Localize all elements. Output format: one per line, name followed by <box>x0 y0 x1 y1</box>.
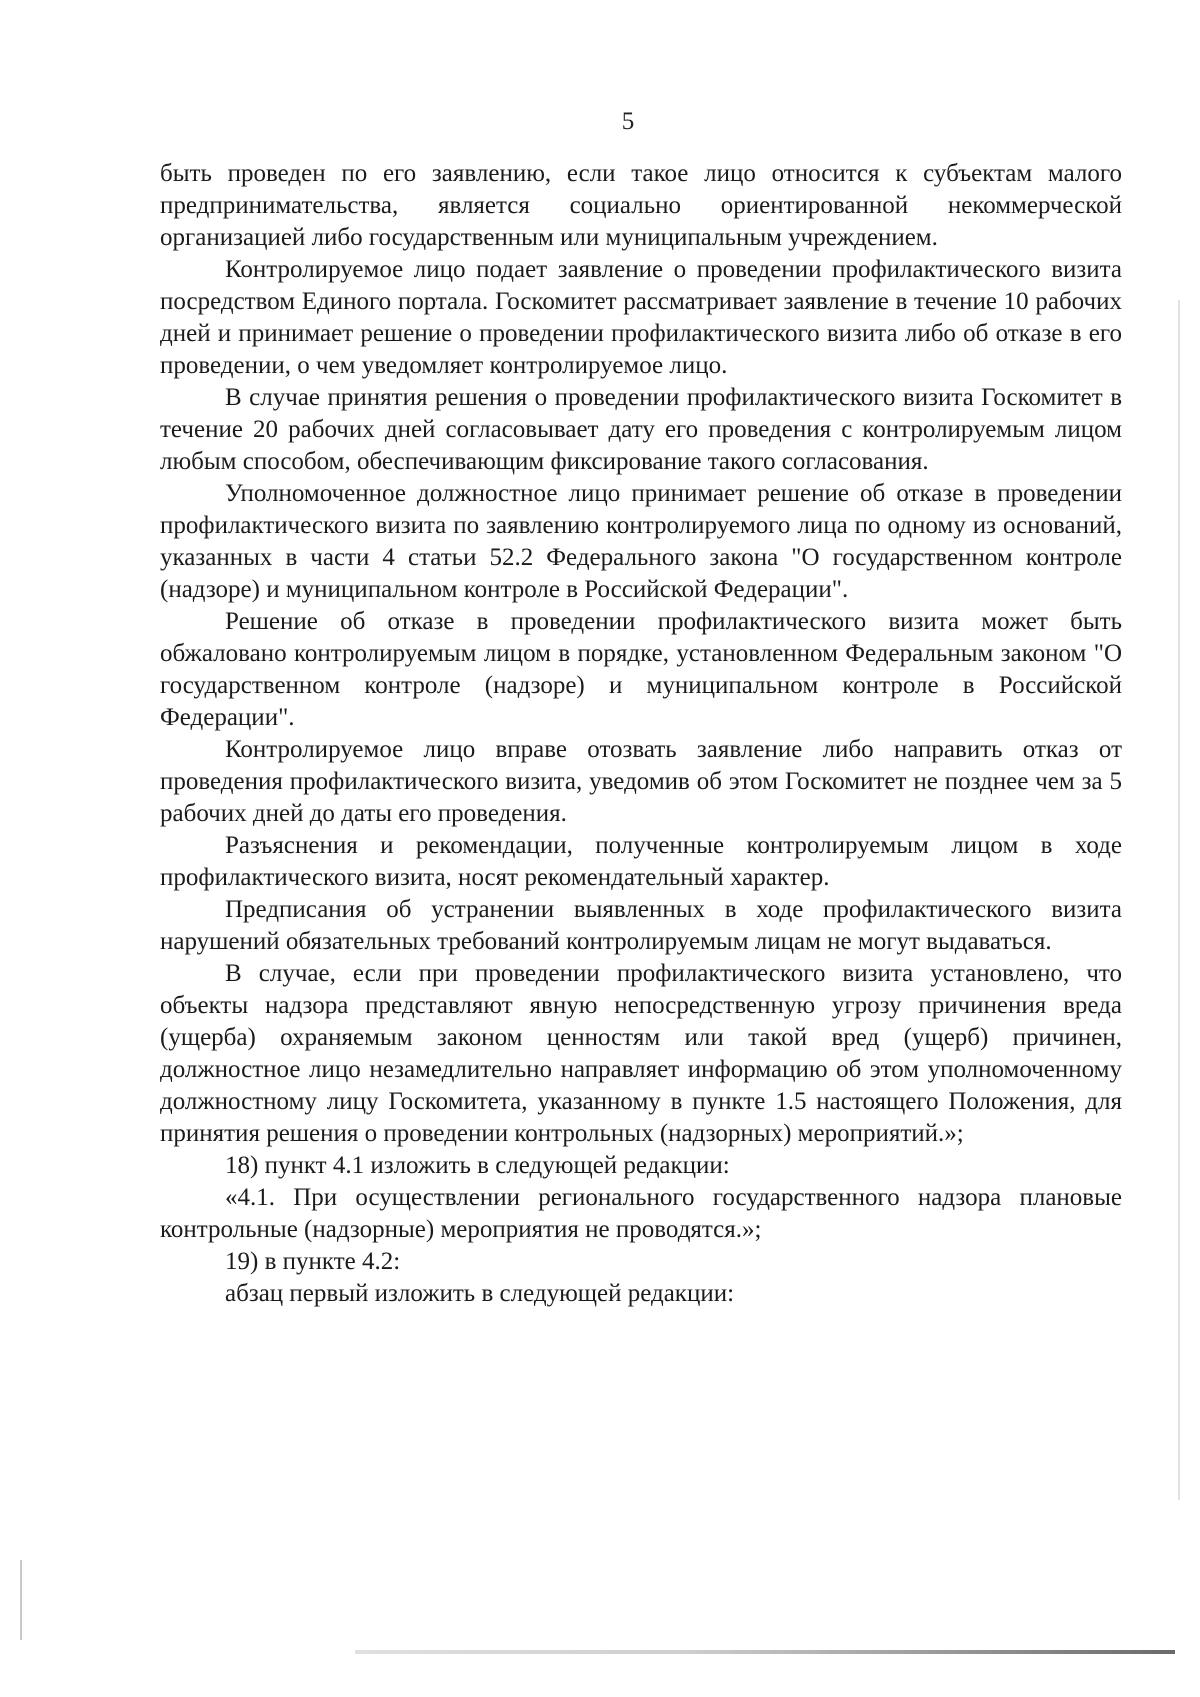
paragraph-date-agreement: В случае принятия решения о проведении профилактического визита Госкомитет в течение 20 рабочих дней согласовывает дату его проведения с контролируемым лицом любым способом, обеспечивающим фиксирование такого согласования. <box>160 384 1122 475</box>
paragraph-item-19: 19) в пункте 4.2: <box>225 1248 401 1275</box>
paragraph-refusal-grounds: Уполномоченное должностное лицо принимает решение об отказе в проведении профилактического визита по заявлению контролируемого лица по одному из оснований, указанных в части 4 статьи 52.2 Федерального закона "О государственном контроле (надзоре) и муниципальном контроле в Российской Федерации". <box>160 480 1122 603</box>
page-number: 5 <box>621 108 635 135</box>
paragraph-refusal-appeal: Решение об отказе в проведении профилактического визита может быть обжаловано контролируемым лицом в порядке, установленном Федеральным законом "О государственном контроле (надзоре) и муниципальном контроле в Российской Федерации". <box>160 608 1122 731</box>
paragraph-item-18: 18) пункт 4.1 изложить в следующей редакции: <box>225 1152 730 1179</box>
paragraph-first-abzac: абзац первый изложить в следующей редакции: <box>225 1280 735 1307</box>
paragraph-item-4-1: «4.1. При осуществлении регионального государственного надзора плановые контрольные (надзорные) мероприятия не проводятся.»; <box>160 1184 1122 1243</box>
paragraph-prescriptions: Предписания об устранении выявленных в ходе профилактического визита нарушений обязательных требований контролируемым лицам не могут выдаваться. <box>160 896 1122 955</box>
paragraph-1-continuation: быть проведен по его заявлению, если такое лицо относится к субъектам малого предпринимательства, является социально ориентированной некоммерческой организацией либо государственным или муниципальным учреждением. <box>160 160 1122 251</box>
document-body <box>160 158 1122 1310</box>
paragraph-withdrawal: Контролируемое лицо вправе отозвать заявление либо направить отказ от проведения профилактического визита, уведомив об этом Госкомитет не позднее чем за 5 рабочих дней до даты его проведения. <box>160 736 1122 827</box>
scan-bottom-edge <box>355 1650 1175 1654</box>
scan-left-edge <box>20 1560 22 1640</box>
scan-right-edge <box>1178 300 1180 1500</box>
paragraph-recommendations: Разъяснения и рекомендации, полученные контролируемым лицом в ходе профилактического визита, носят рекомендательный характер. <box>160 832 1122 891</box>
paragraph-application-submission: Контролируемое лицо подает заявление о проведении профилактического визита посредством Единого портала. Госкомитет рассматривает заявление в течение 10 рабочих дней и принимает решение о проведении профилактического визита либо об отказе в его проведении, о чем уведомляет контролируемое лицо. <box>160 256 1122 379</box>
paragraph-threat-case: В случае, если при проведении профилактического визита установлено, что объекты надзора представляют явную непосредственную угрозу причинения вреда (ущерба) охраняемым законом ценностям или такой вред (ущерб) причинен, должностное лицо незамедлительно направляет информацию об этом уполномоченному должностному лицу Госкомитета, указанному в пункте 1.5 настоящего Положения, для принятия решения о проведении контрольных (надзорных) мероприятий.»; <box>160 960 1122 1147</box>
